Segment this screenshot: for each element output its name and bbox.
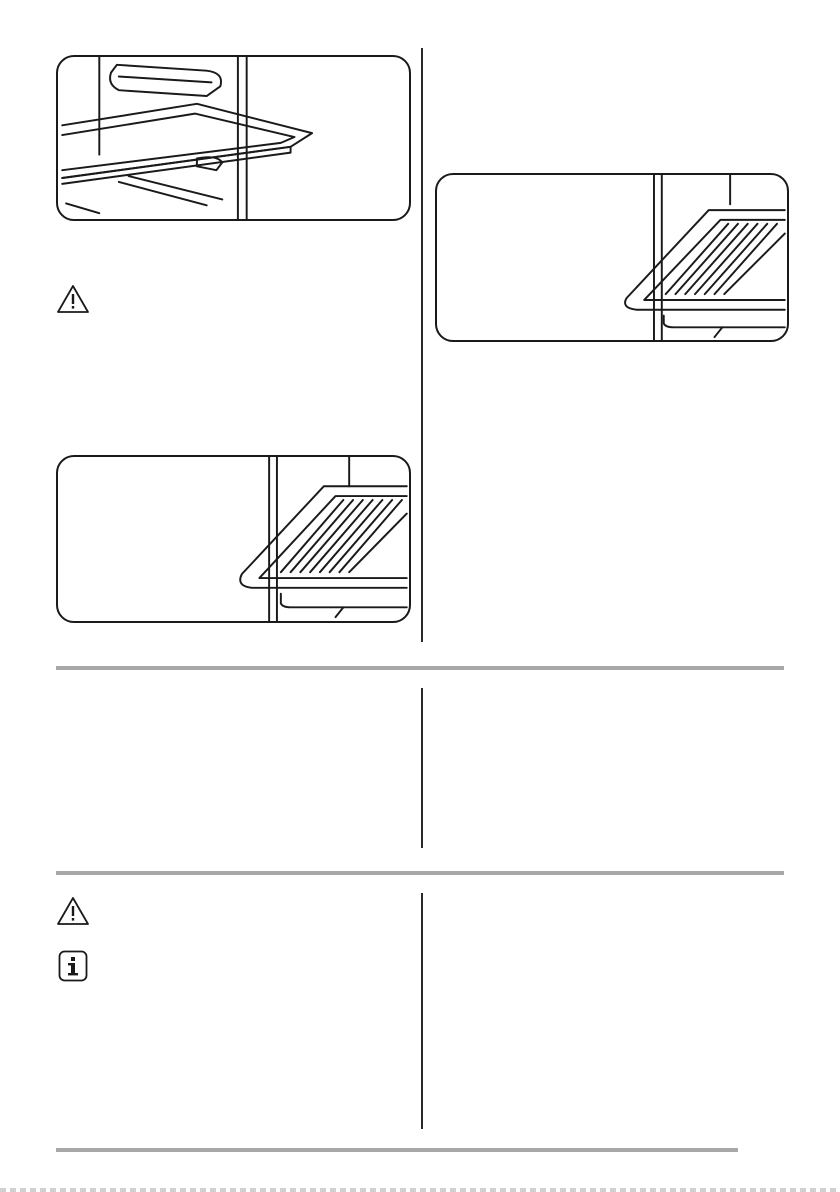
grill-pan-illustration [437, 175, 787, 340]
column-divider-bottom [421, 893, 423, 1129]
grill-pan-illustration [58, 457, 409, 621]
baking-tray-figure [56, 55, 411, 221]
page-edge [0, 1188, 840, 1192]
baking-tray-illustration [58, 57, 409, 219]
grill-pan-figure-left [56, 455, 411, 623]
info-icon [58, 950, 88, 982]
warning-triangle-icon [56, 284, 90, 314]
warning-triangle-icon [56, 896, 90, 926]
grill-pan-figure-right [435, 173, 789, 342]
column-divider-middle [421, 688, 423, 848]
column-divider-top [421, 48, 423, 642]
section-divider-2 [56, 871, 784, 875]
footer-rule [56, 1148, 738, 1152]
section-divider-1 [56, 666, 784, 670]
